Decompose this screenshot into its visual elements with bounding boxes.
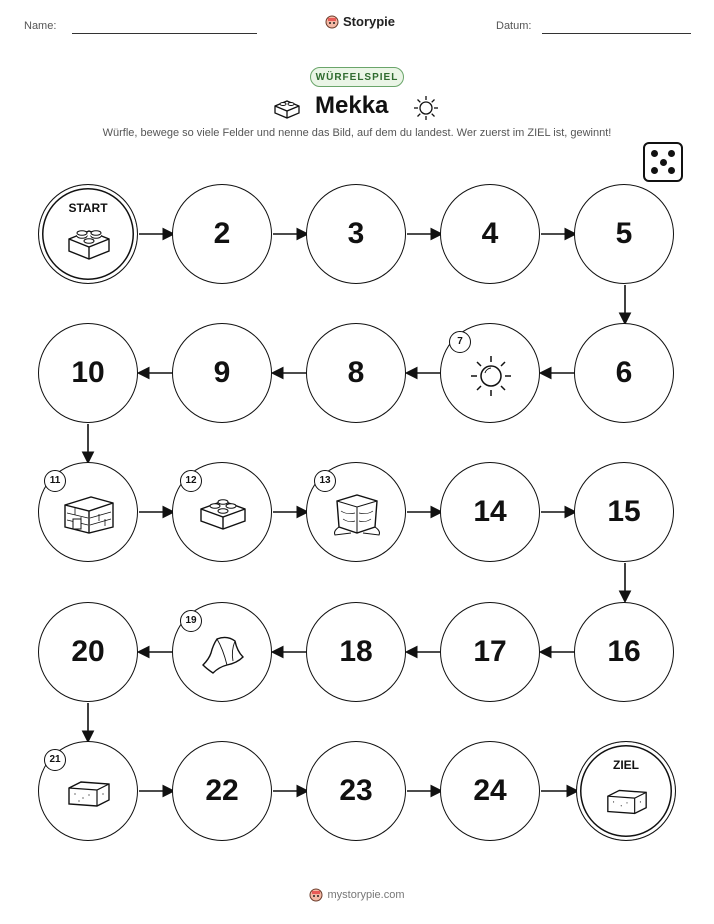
storypie-mascot-icon (309, 888, 323, 902)
footer (0, 888, 714, 902)
board-cell-17[interactable]: 17 (440, 602, 540, 702)
board-cell-2[interactable]: 2 (172, 184, 272, 284)
cell-number-badge: 19 (180, 610, 202, 632)
board-cell-6[interactable]: 6 (574, 323, 674, 423)
board-cell-18[interactable]: 18 (306, 602, 406, 702)
board-cell-4[interactable]: 4 (440, 184, 540, 284)
board-cell-23[interactable]: 23 (306, 741, 406, 841)
cell-number-badge: 11 (44, 470, 66, 492)
board-cell-15[interactable]: 15 (574, 462, 674, 562)
board-cell-finish[interactable] (576, 741, 676, 841)
footer-site: mystorypie.com (327, 889, 405, 901)
lego-brick-icon (197, 493, 249, 535)
cloth-icon (197, 633, 251, 677)
board-cell-3[interactable]: 3 (306, 184, 406, 284)
stone-block-icon (604, 784, 650, 818)
board-cell-9[interactable]: 9 (172, 323, 272, 423)
board-cell-10[interactable]: 10 (38, 323, 138, 423)
lego-brick-icon (65, 223, 113, 263)
instructions: Würfle, bewege so viele Felder und nenne das Bild, auf dem du landest. Wer zuerst im ZIEL ist, gewinnt! (102, 127, 612, 139)
page-title: Mekka (315, 92, 389, 119)
game-type-badge: WÜRFELSPIEL (310, 67, 404, 87)
cell-number-badge: 21 (44, 749, 66, 771)
cell-number-badge: 13 (314, 470, 336, 492)
board-cell-start[interactable] (38, 184, 138, 284)
board-cell-24[interactable]: 24 (440, 741, 540, 841)
finish-label: ZIEL (613, 758, 639, 772)
cell-number-badge: 12 (180, 470, 202, 492)
board-cell-20[interactable]: 20 (38, 602, 138, 702)
board-cell-8[interactable]: 8 (306, 323, 406, 423)
start-label: START (68, 201, 108, 215)
date-label: Datum: (496, 20, 532, 32)
stone-house-icon (61, 491, 117, 537)
board-cell-16[interactable]: 16 (574, 602, 674, 702)
name-label: Name: (24, 20, 57, 32)
brand-name: Storypie (343, 14, 396, 29)
cell-number-badge: 7 (449, 331, 471, 353)
board-cell-14[interactable]: 14 (440, 462, 540, 562)
board-cell-22[interactable]: 22 (172, 741, 272, 841)
draped-cube-icon (329, 489, 385, 539)
stone-block-icon (65, 776, 113, 810)
board-cell-5[interactable]: 5 (574, 184, 674, 284)
sun-icon (468, 353, 514, 399)
